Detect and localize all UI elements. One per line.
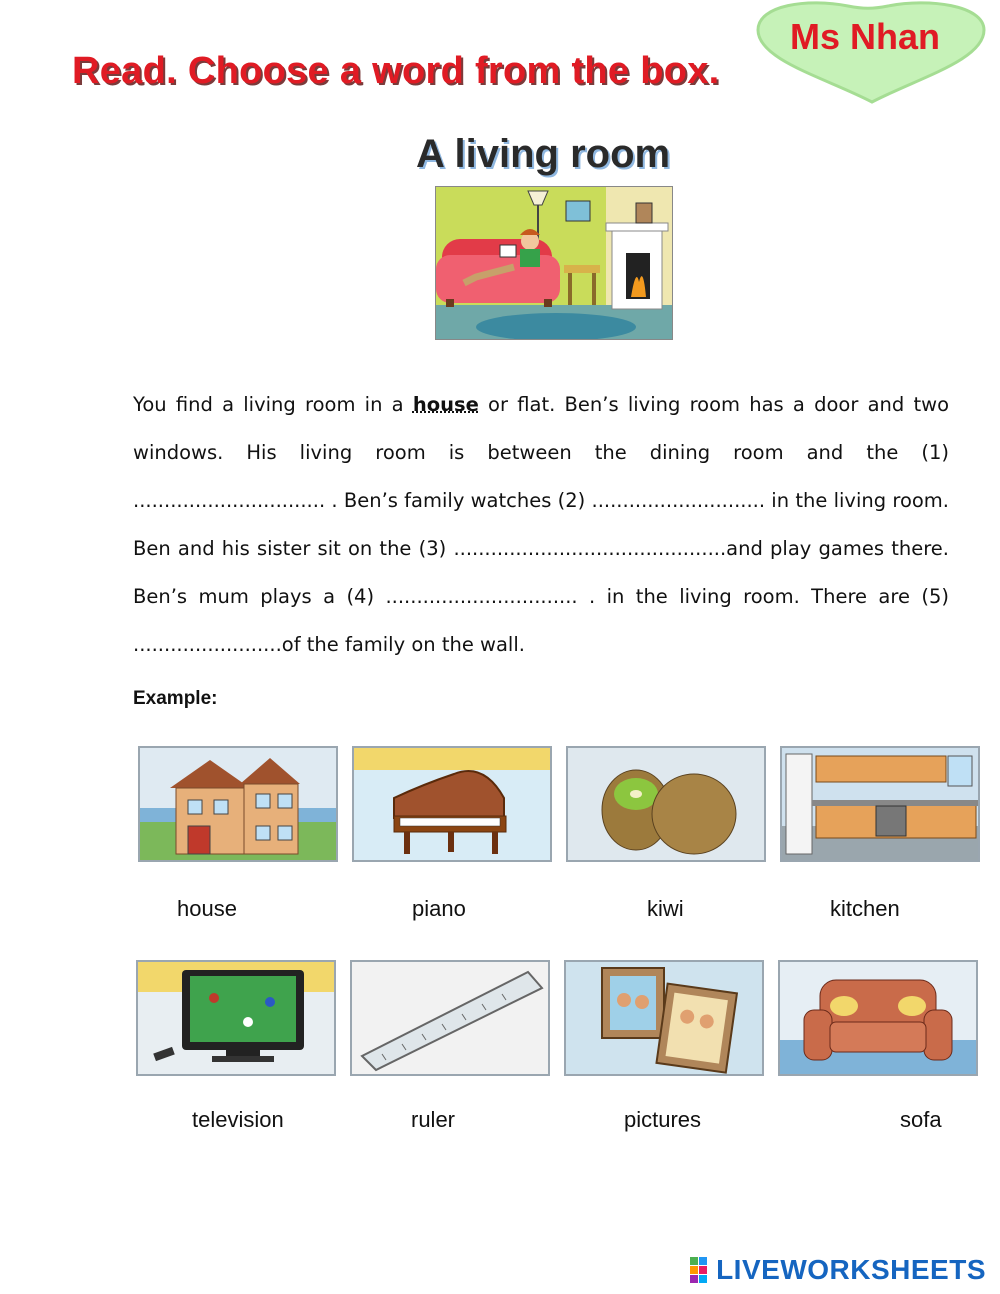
piano-icon <box>354 748 550 860</box>
television-icon <box>138 962 334 1074</box>
ruler-icon <box>352 962 548 1074</box>
footer-brand: LIVEWORKSHEETS <box>716 1254 986 1285</box>
passage-line-1 <box>133 381 949 429</box>
piano-image <box>352 746 552 862</box>
word-option[interactable]: ruler <box>411 1107 456 1132</box>
ruler-image <box>350 960 550 1076</box>
passage-text: You find a living room in a <box>133 393 413 416</box>
word-option[interactable]: sofa <box>900 1107 942 1132</box>
house-image <box>138 746 338 862</box>
house-icon <box>140 748 336 860</box>
passage-line-5: Ben’s mum plays a (4) ............................... . in the living room. There are (5) <box>133 585 949 608</box>
example-answer: house <box>412 393 479 416</box>
kitchen-image <box>780 746 980 862</box>
liveworksheets-logo-icon <box>690 1257 708 1283</box>
example-label: Example: <box>133 688 218 709</box>
picture-frames-icon <box>566 962 762 1074</box>
word-option[interactable]: television <box>192 1107 284 1132</box>
kiwi-icon <box>568 748 764 860</box>
word-option[interactable]: kitchen <box>830 896 900 921</box>
instruction-heading: Read. Choose a word from the box. <box>72 50 720 92</box>
kitchen-icon <box>782 748 978 860</box>
pictures-image <box>564 960 764 1076</box>
passage-line-3: ............................... . Ben’s family watches (2) ............................ in the living room. <box>133 489 949 512</box>
word-option[interactable]: piano <box>412 896 466 921</box>
sofa-icon <box>780 962 976 1074</box>
passage-line-2: windows. His living room is between the dining room and the (1) <box>133 441 949 464</box>
reading-passage <box>133 381 949 669</box>
passage-line-6: ........................of the family on the wall. <box>133 633 525 656</box>
passage-text: or flat. Ben’s living room has a door and two <box>478 393 949 416</box>
page-title: A living room <box>416 132 671 176</box>
television-image <box>136 960 336 1076</box>
badge-label: Ms Nhan <box>790 16 941 57</box>
sofa-image <box>778 960 978 1076</box>
living-room-image <box>435 186 673 340</box>
word-option[interactable]: pictures <box>624 1107 702 1132</box>
kiwi-image <box>566 746 766 862</box>
word-option[interactable]: house <box>177 896 237 921</box>
word-option[interactable]: kiwi <box>647 896 684 921</box>
passage-line-4: Ben and his sister sit on the (3) ............................................and play games there. <box>133 537 949 560</box>
